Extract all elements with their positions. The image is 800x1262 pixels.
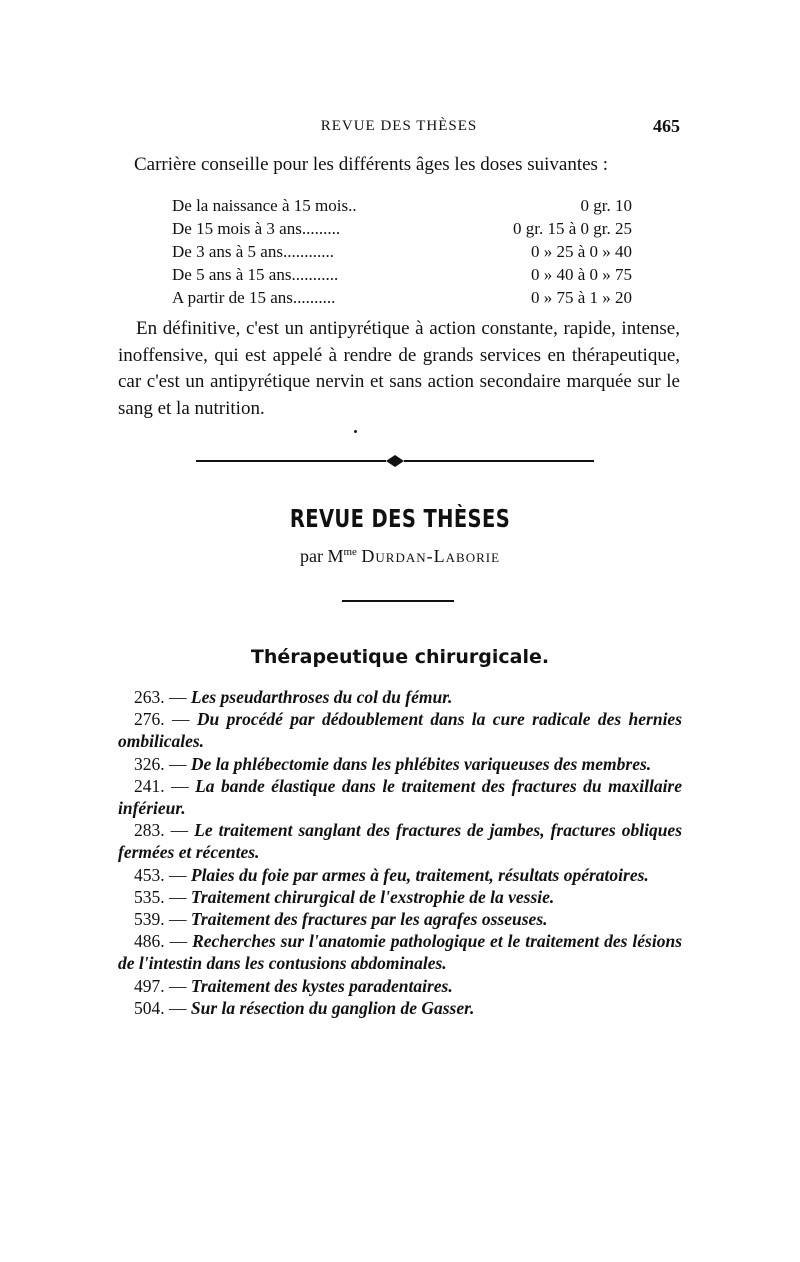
thesis-entry xyxy=(118,908,682,930)
thesis-entry xyxy=(118,886,682,908)
thesis-list xyxy=(118,686,682,1019)
subsection-title: Thérapeutique chirurgicale. xyxy=(250,646,550,668)
thesis-title: De la phlébectomie dans les phlébites variqueuses des membres. xyxy=(190,753,652,774)
thesis-title: Traitement des fractures par les agrafes osseuses. xyxy=(190,909,548,930)
thesis-number: 497. — xyxy=(134,975,187,996)
thesis-title: Sur la résection du ganglion de Gasser. xyxy=(190,997,475,1018)
section-title: REVUE DES THÈSES xyxy=(289,504,511,533)
thesis-number: 263. — xyxy=(134,687,187,707)
byline-prefix: par xyxy=(299,546,323,566)
thesis-entry xyxy=(118,975,682,997)
thesis-title: La bande élastique dans le traitement des fractures du maxillaire inférieur. xyxy=(118,775,683,819)
dose-amount: 0 gr. 15 à 0 gr. 25 xyxy=(513,219,632,238)
thesis-number: 283. — xyxy=(134,820,189,841)
author-title-sup: me xyxy=(343,546,357,558)
dose-age-range: De 3 ans à 5 ans............ xyxy=(172,242,334,261)
thesis-entry xyxy=(118,686,682,708)
thesis-number: 453. — xyxy=(134,864,187,885)
thesis-entry xyxy=(118,775,682,819)
thesis-entry xyxy=(118,864,682,886)
running-head xyxy=(118,116,680,138)
thesis-title: Traitement chirurgical de l'exstrophie de la vessie. xyxy=(190,886,555,907)
intro-paragraph: Carrière conseille pour les différents âges les doses suivantes : xyxy=(134,154,608,175)
thesis-title: Recherches sur l'anatomie pathologique et le traitement des lésions de l'intestin dans les contusions abdominales. xyxy=(118,931,683,974)
short-rule xyxy=(342,600,454,602)
thesis-number: 539. — xyxy=(134,909,187,930)
dose-amount: 0 » 40 à 0 » 75 xyxy=(530,265,632,284)
dose-row xyxy=(172,240,632,263)
author-title xyxy=(327,546,356,566)
thesis-number: 504. — xyxy=(134,997,187,1018)
dose-amount: 0 » 75 à 1 » 20 xyxy=(530,288,632,307)
thesis-number: 535. — xyxy=(134,886,187,907)
thesis-title: Le traitement sanglant des fractures de jambes, fractures obliques fermées et récentes. xyxy=(118,820,683,863)
dose-age-range: A partir de 15 ans.......... xyxy=(172,288,336,307)
author-title-letter: M xyxy=(327,546,344,566)
thesis-entry xyxy=(118,753,682,775)
thesis-entry xyxy=(118,708,682,752)
byline xyxy=(0,546,800,567)
section-divider-ornament xyxy=(196,454,594,468)
dose-table xyxy=(172,194,632,309)
thesis-number: 486. — xyxy=(134,931,188,952)
dose-row xyxy=(172,286,632,309)
dose-row xyxy=(172,194,632,217)
thesis-title: Du procédé par dédoublement dans la cure radicale des hernies ombilicales. xyxy=(118,709,683,752)
thesis-entry xyxy=(118,819,682,863)
thesis-title: Les pseudarthroses du col du fémur. xyxy=(190,687,453,707)
conclusion-text: En définitive, c'est un antipyrétique à action constante, rapide, intense, inoffensive, qui est appelé à rendre de grands services en thérapeutique, car c'est un antipyrétique nervin et sans action secondaire marquée sur le sang et la nutrition. xyxy=(118,318,680,419)
dose-amount: 0 gr. 10 xyxy=(580,196,632,215)
thesis-number: 326. — xyxy=(134,753,187,774)
thesis-title: Plaies du foie par armes à feu, traitement, résultats opératoires. xyxy=(190,864,649,885)
thesis-entry xyxy=(118,930,682,974)
dose-age-range: De 5 ans à 15 ans........... xyxy=(172,265,339,284)
conclusion-paragraph xyxy=(118,316,680,422)
author-name: Durdan-Laborie xyxy=(361,546,501,566)
running-title: REVUE DES THÈSES xyxy=(320,118,478,134)
dose-age-range: De 15 mois à 3 ans......... xyxy=(172,219,341,238)
thesis-number: 241. — xyxy=(134,775,189,796)
dose-row xyxy=(172,217,632,240)
thesis-title: Traitement des kystes paradentaires. xyxy=(190,975,453,996)
dose-age-range: De la naissance à 15 mois.. xyxy=(172,196,357,215)
thesis-number: 276. — xyxy=(134,709,190,730)
thesis-entry xyxy=(118,997,682,1019)
ink-dot xyxy=(354,430,357,433)
dose-row xyxy=(172,263,632,286)
dose-amount: 0 » 25 à 0 » 40 xyxy=(530,242,632,261)
page-number: 465 xyxy=(653,116,680,136)
